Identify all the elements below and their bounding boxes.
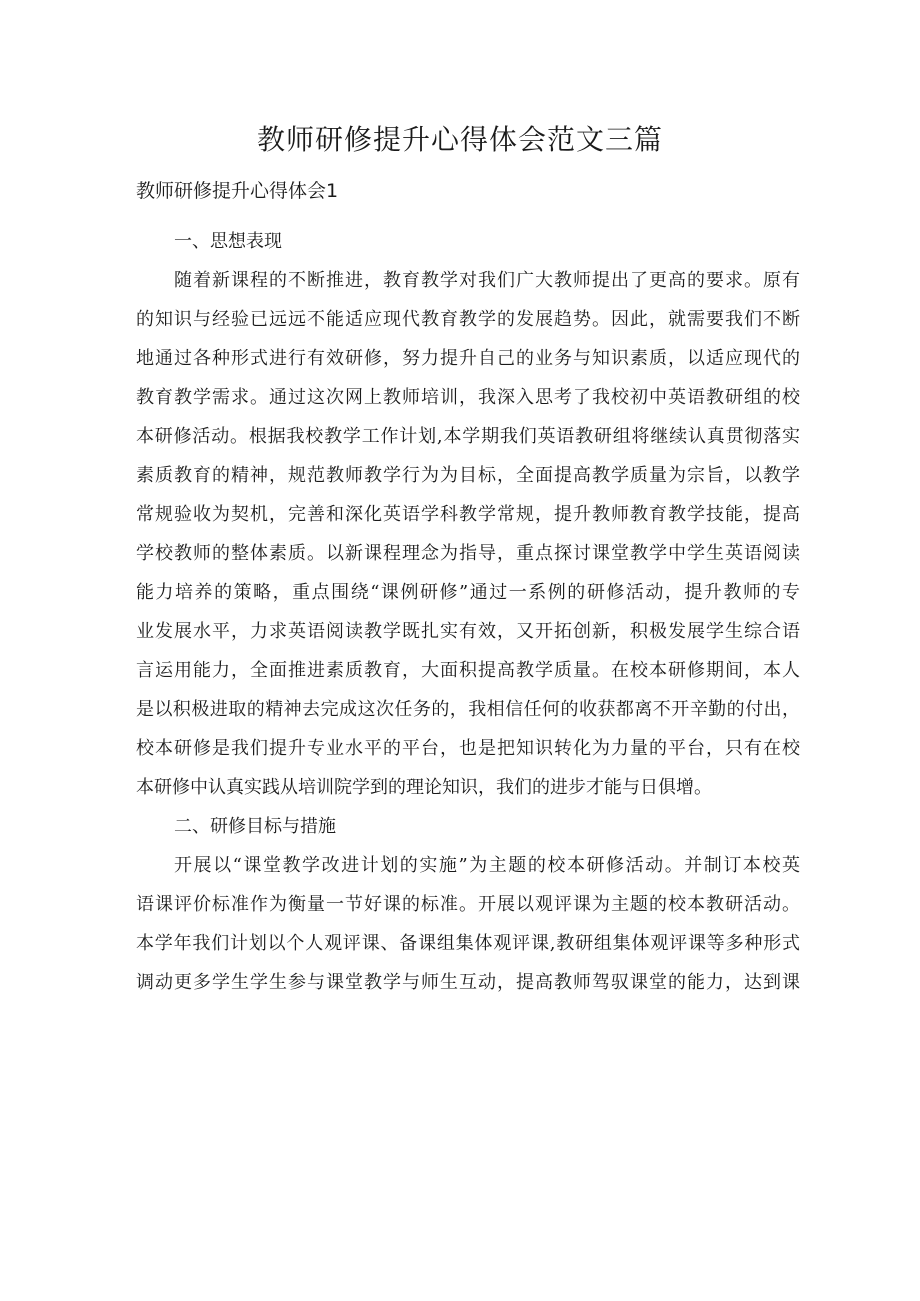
paragraph-line: 语课评价标准作为衡量一节好课的标准。开展以观评课为主题的校本教研活动。 <box>136 894 800 915</box>
paragraph-line: 是以积极进取的精神去完成这次任务的，我相信任何的收获都离不开辛勤的付出， <box>136 699 800 720</box>
paragraph-line: 本研修中认真实践从培训院学到的理论知识，我们的进步才能与日俱增。 <box>136 777 712 798</box>
paragraph-line: 本学年我们计划以个人观评课、备课组集体观评课,教研组集体观评课等多种形式 <box>136 933 800 954</box>
paragraph-line: 言运用能力，全面推进素质教育，大面积提高教学质量。在校本研修期间，本人 <box>136 660 800 681</box>
paragraph-line: 随着新课程的不断推进，教育教学对我们广大教师提出了更高的要求。原有 <box>174 270 800 291</box>
paragraph-line: 本研修活动。根据我校教学工作计划,本学期我们英语教研组将继续认真贯彻落实 <box>136 426 800 447</box>
paragraph-line: 业发展水平，力求英语阅读教学既扎实有效，又开拓创新，积极发展学生综合语 <box>136 621 800 642</box>
paragraph-line: 调动更多学生学生参与课堂教学与师生互动，提高教师驾驭课堂的能力，达到课 <box>136 972 800 993</box>
paragraph-line: 的知识与经验已远远不能适应现代教育教学的发展趋势。因此，就需要我们不断 <box>136 309 800 330</box>
paragraph-line: 常规验收为契机，完善和深化英语学科教学常规，提升教师教育教学技能，提高 <box>136 504 800 525</box>
document-body <box>136 222 800 1002</box>
section-heading: 二、研修目标与措施 <box>174 816 336 837</box>
paragraph-line: 教育教学需求。通过这次网上教师培训，我深入思考了我校初中英语教研组的校 <box>136 387 800 408</box>
document-title: 教师研修提升心得体会范文三篇 <box>256 123 663 156</box>
paragraph-line: 学校教师的整体素质。以新课程理念为指导，重点探讨课堂教学中学生英语阅读 <box>136 543 800 564</box>
paragraph-line: 校本研修是我们提升专业水平的平台，也是把知识转化为力量的平台，只有在校 <box>136 738 800 759</box>
paragraph-line: 能力培养的策略，重点围绕“课例研修”通过一系例的研修活动，提升教师的专 <box>136 582 800 603</box>
paragraph-line: 开展以“课堂教学改进计划的实施”为主题的校本研修活动。并制订本校英 <box>174 855 800 876</box>
section-title: 教师研修提升心得体会1 <box>136 180 339 202</box>
paragraph <box>136 261 800 807</box>
paragraph <box>136 846 800 1002</box>
paragraph-line: 素质教育的精神，规范教师教学行为为目标，全面提高教学质量为宗旨，以教学 <box>136 465 800 486</box>
section-heading: 一、思想表现 <box>174 231 282 252</box>
paragraph-line: 地通过各种形式进行有效研修，努力提升自己的业务与知识素质，以适应现代的 <box>136 348 800 369</box>
